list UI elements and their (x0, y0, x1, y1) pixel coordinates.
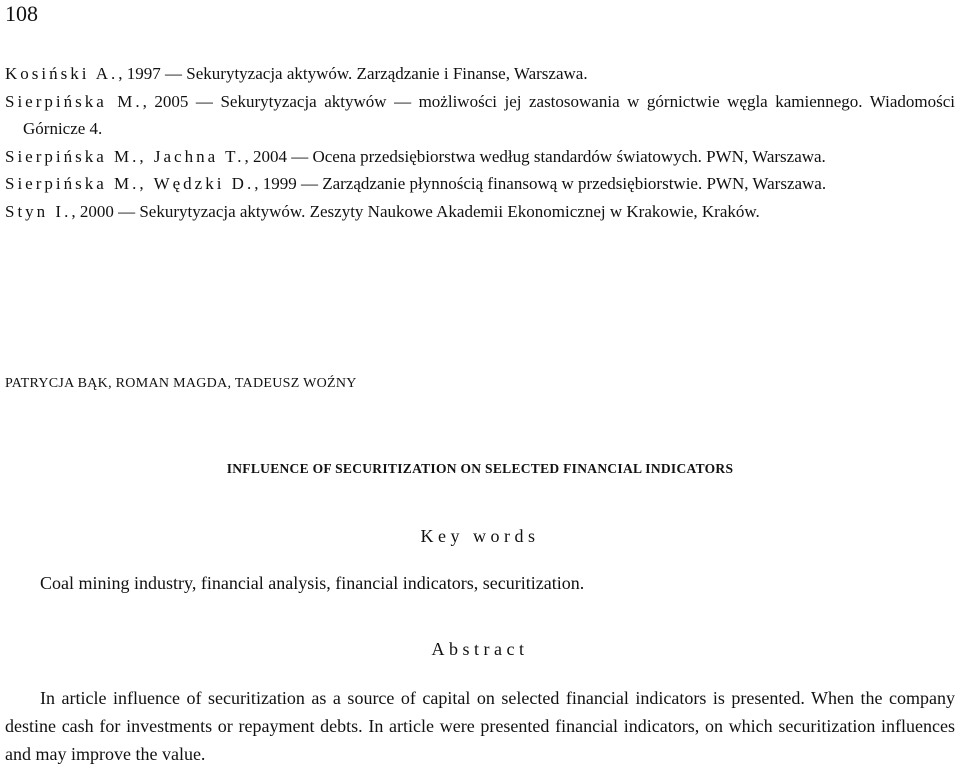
reference-author: Styn I. (5, 201, 72, 221)
reference-author: Sierpińska M., Jachna T. (5, 146, 245, 166)
reference-details: , 1999 — Zarządzanie płynnością finansową w przedsiębiorstwie. PWN, Warszawa. (254, 174, 827, 193)
reference-author: Sierpińska M. (5, 91, 143, 111)
reference-author: Kosiński A. (5, 64, 119, 83)
reference-item (5, 170, 955, 198)
reference-details: , 1997 — Sekurytyzacja aktywów. Zarządzanie i Finanse, Warszawa. (118, 64, 588, 83)
abstract-text: In article influence of securitization as a source of capital on selected financial indicators is presented. When the company destine cash for investments or repayment debts. In article were presented financial indicators, on which securitization influences and may improve the value. (5, 688, 955, 764)
reference-item (5, 60, 955, 88)
page-number: 108 (5, 1, 38, 26)
reference-item (5, 143, 955, 171)
reference-author: Sierpińska M., Wędzki D. (5, 174, 255, 193)
reference-item (5, 198, 955, 226)
keywords-heading: Key words (420, 526, 540, 546)
reference-list (5, 60, 955, 225)
abstract-heading: Abstract (431, 639, 529, 659)
reference-item (5, 88, 955, 143)
reference-details: , 2004 — Ocena przedsiębiorstwa według standardów światowych. PWN, Warszawa. (244, 146, 826, 166)
reference-details: , 2005 — Sekurytyzacja aktywów — możliwości jej zastosowania w górnictwie węgla kamiennego. Wiadomości Górnicze 4. (23, 91, 955, 138)
article-title: INFLUENCE OF SECURITIZATION ON SELECTED FINANCIAL INDICATORS (226, 461, 734, 476)
reference-details: , 2000 — Sekurytyzacja aktywów. Zeszyty Naukowe Akademii Ekonomicznej w Krakowie, Kraków. (71, 201, 760, 221)
article-authors: PATRYCJA BĄK, ROMAN MAGDA, TADEUSZ WOŹNY (5, 376, 357, 391)
keywords-text: Coal mining industry, financial analysis, financial indicators, securitization. (40, 573, 585, 593)
